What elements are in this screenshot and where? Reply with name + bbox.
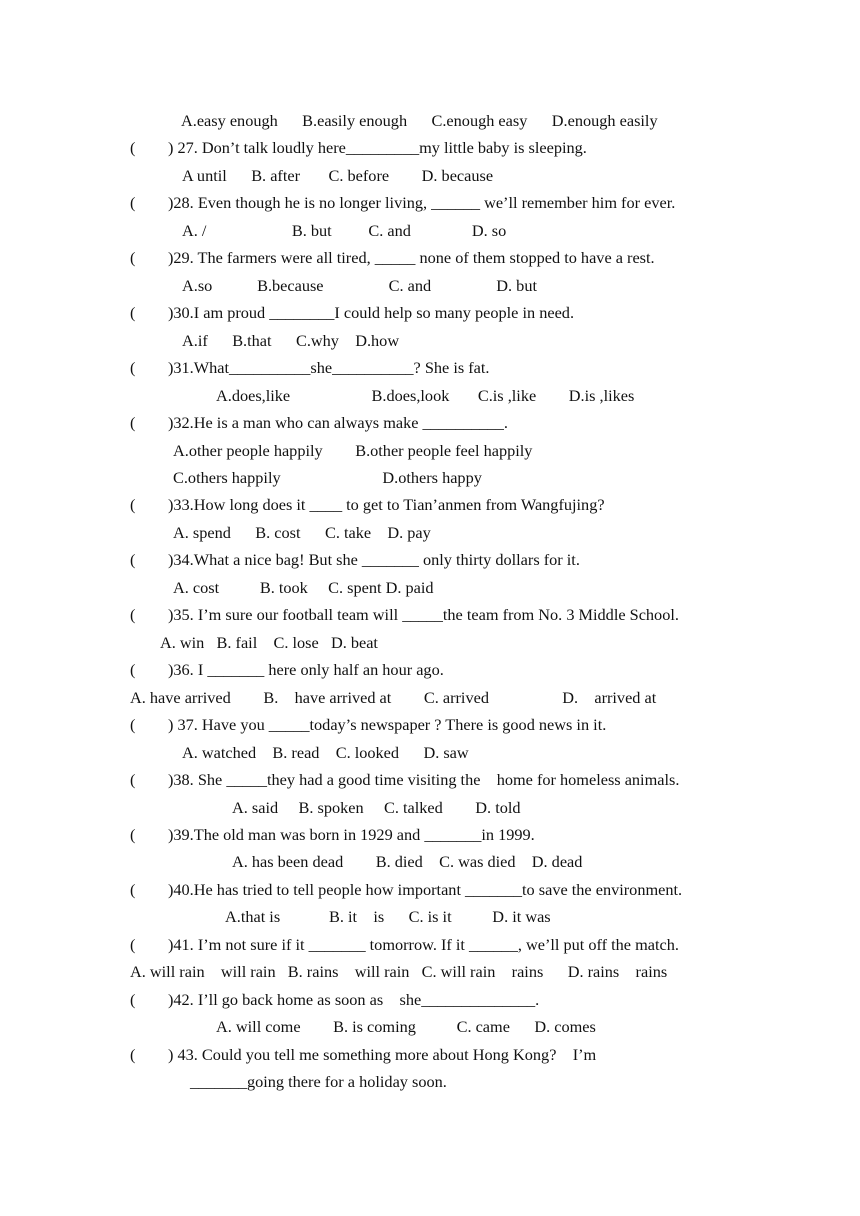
question-34: ( )34.What a nice bag! But she _______ only thirty dollars for it.: [130, 550, 580, 569]
options-q33: A. spend B. cost C. take D. pay: [173, 523, 431, 542]
options-q29: A.so B.because C. and D. but: [182, 276, 537, 295]
options-q35: A. win B. fail C. lose D. beat: [160, 633, 378, 652]
question-35: ( )35. I’m sure our football team will _____the team from No. 3 Middle School.: [130, 605, 679, 624]
options-q41: A. will rain will rain B. rains will rain C. will rain rains D. rains rains: [130, 962, 668, 981]
options-q36: A. have arrived B. have arrived at C. arrived D. arrived at: [130, 688, 657, 707]
question-41: ( )41. I’m not sure if it _______ tomorrow. If it ______, we’ll put off the match.: [130, 935, 679, 954]
options-q34: A. cost B. took C. spent D. paid: [173, 578, 434, 597]
question-38: ( )38. She _____they had a good time visiting the home for homeless animals.: [130, 770, 680, 789]
question-43: ( ) 43. Could you tell me something more about Hong Kong? I’m: [130, 1045, 597, 1064]
options-q39: A. has been dead B. died C. was died D. dead: [232, 852, 583, 871]
question-29: ( )29. The farmers were all tired, _____ none of them stopped to have a rest.: [130, 248, 655, 267]
options-q32-ab: A.other people happily B.other people feel happily: [173, 441, 533, 460]
options-q30: A.if B.that C.why D.how: [182, 331, 400, 350]
question-43-continued: _______going there for a holiday soon.: [190, 1072, 447, 1091]
question-36: ( )36. I _______ here only half an hour ago.: [130, 660, 444, 679]
options-q42: A. will come B. is coming C. came D. comes: [216, 1017, 596, 1036]
question-39: ( )39.The old man was born in 1929 and _______in 1999.: [130, 825, 535, 844]
question-28: ( )28. Even though he is no longer living, ______ we’ll remember him for ever.: [130, 193, 676, 212]
options-q31: A.does,like B.does,look C.is ,like D.is ,likes: [216, 386, 635, 405]
options-q37: A. watched B. read C. looked D. saw: [182, 743, 469, 762]
options-q40: A.that is B. it is C. is it D. it was: [225, 907, 551, 926]
question-27: ( ) 27. Don’t talk loudly here_________my little baby is sleeping.: [130, 138, 587, 157]
question-40: ( )40.He has tried to tell people how important _______to save the environment.: [130, 880, 683, 899]
options-q27: A until B. after C. before D. because: [182, 166, 494, 185]
question-32: ( )32.He is a man who can always make __________.: [130, 413, 508, 432]
options-q32-cd: C.others happily D.others happy: [173, 468, 482, 487]
options-q28: A. / B. but C. and D. so: [182, 221, 507, 240]
question-33: ( )33.How long does it ____ to get to Tian’anmen from Wangfujing?: [130, 495, 605, 514]
options-q38: A. said B. spoken C. talked D. told: [232, 798, 521, 817]
options-q26: A.easy enough B.easily enough C.enough easy D.enough easily: [181, 111, 658, 130]
question-37: ( ) 37. Have you _____today’s newspaper ? There is good news in it.: [130, 715, 607, 734]
question-31: ( )31.What__________she__________? She is fat.: [130, 358, 490, 377]
question-30: ( )30.I am proud ________I could help so many people in need.: [130, 303, 575, 322]
question-42: ( )42. I’ll go back home as soon as she______________.: [130, 990, 540, 1009]
